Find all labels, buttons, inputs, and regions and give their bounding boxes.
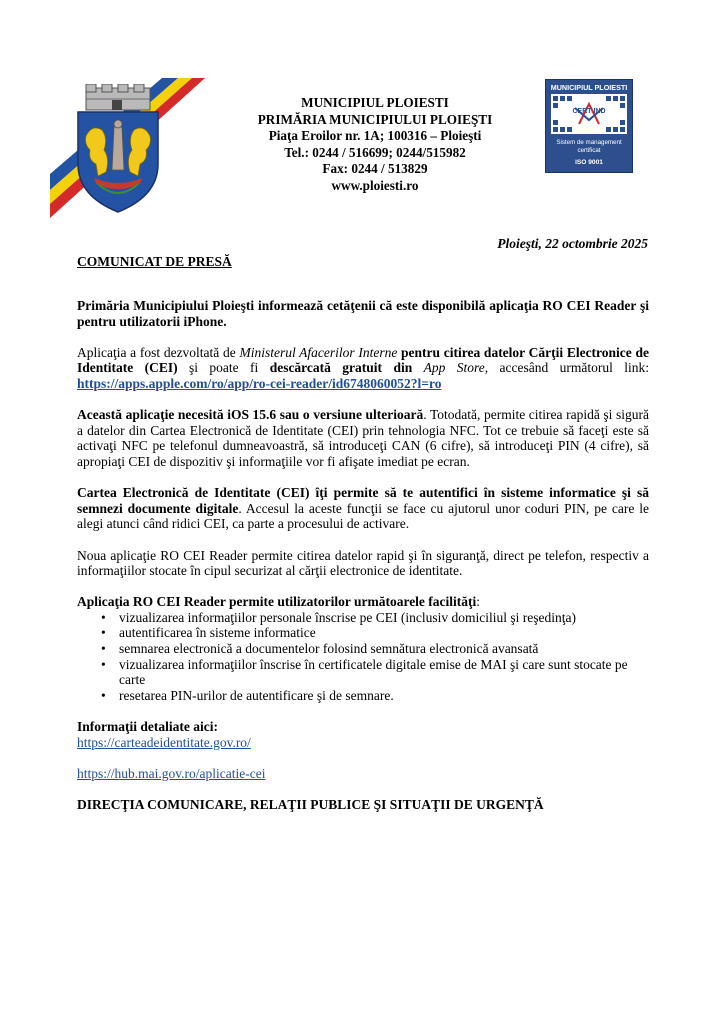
cert-municipality: MUNICIPIUL PLOIESTI bbox=[550, 83, 628, 92]
header-website: www.ploiesti.ro bbox=[331, 177, 419, 193]
institution-header bbox=[210, 95, 540, 194]
hub-mai-link[interactable]: https://hub.mai.gov.ro/aplicatie-cei bbox=[77, 765, 266, 781]
cert-line-3: ISO 9001 bbox=[575, 159, 603, 166]
features-heading-colon: : bbox=[476, 594, 481, 610]
features-list bbox=[77, 610, 649, 704]
paragraph-development bbox=[77, 345, 649, 392]
communications-department: DIRECŢIA COMUNICARE, RELAŢII PUBLICE ŞI SITUAŢII DE URGENŢĂ bbox=[77, 797, 544, 812]
list-item: • semnarea electronică a documentelor folosind semnătura electronică avansată bbox=[77, 641, 649, 657]
info-heading: Informaţii detaliate aici: bbox=[77, 719, 218, 735]
header-fax: Fax: 0244 / 513829 bbox=[322, 161, 428, 176]
features-heading-text: Aplicaţia RO CEI Reader permite utilizatorilor următoarele facilităţi bbox=[77, 594, 477, 610]
list-item: • vizualizarea informaţiilor personale înscrise pe CEI (inclusiv domiciliul şi reşedinţa) bbox=[77, 610, 649, 626]
para2-text-6: , accesând următorul link: bbox=[484, 360, 649, 376]
features-heading bbox=[77, 594, 649, 610]
ios-requirement: Această aplicaţie necesită iOS 15.6 sau o versiune ulterioară bbox=[77, 407, 424, 423]
list-item: • resetarea PIN-urilor de autentificare şi de semnare. bbox=[77, 688, 649, 704]
press-release-title: COMUNICAT DE PRESĂ bbox=[77, 254, 232, 269]
para2-text-2: pentru citirea datelor Cărţii Electronice de Identitate (CEI) bbox=[77, 344, 649, 376]
cert-line-2: certificat bbox=[577, 147, 601, 154]
paragraph-requirements bbox=[77, 407, 649, 469]
header-municipality: MUNICIPIUL PLOIESTI bbox=[301, 95, 449, 110]
list-item: • vizualizarea informaţiilor înscrise în certificatele digitale emise de MAI şi care sunt stocate pe carte bbox=[77, 657, 649, 688]
para3-rest: . Totodată, permite citirea rapidă şi sigură a datelor din Cartea Electronică de Identitate (CEI) prin tehnologia NFC. Tot ce trebuie să faceţi este să activaţi NFC pe telefonul dumneavoastră, să introduceţi CAN (6 cifre), să introduceţi PIN (4 cifre), să apropiaţi CEI de dispozitiv şi informaţiile vor fi afişate imediat pe ecran. bbox=[77, 407, 649, 469]
document-date: Ploieşti, 22 octombrie 2025 bbox=[497, 236, 648, 251]
app-store-link[interactable]: https://apps.apple.com/ro/app/ro-cei-reader/id6748060052?l=ro bbox=[77, 375, 442, 391]
id-card-info-link[interactable]: https://carteadeidentitate.gov.ro/ bbox=[77, 734, 251, 750]
cei-functions-bold: Cartea Electronică de Identitate (CEI) îţi permite să te autentifici în sisteme informatice şi să semnezi documente digitale bbox=[77, 485, 649, 516]
cert-mark-label: CERT IND bbox=[572, 108, 606, 115]
paragraph-new-app: Noua aplicaţie RO CEI Reader permite citirea datelor rapid şi în siguranţă, direct pe telefon, respectiv a informaţiilor stocate în cipul securizat al cărţii electronice de identitate. bbox=[77, 547, 649, 579]
para2-text-3: şi poate fi bbox=[177, 360, 270, 376]
header-phone: Tel.: 0244 / 516699; 0244/515982 bbox=[284, 144, 466, 160]
intro-paragraph: Primăria Municipiului Ploieşti informează cetăţenii că este disponibilă aplicaţia RO CEI Reader şi pentru utilizatorii iPhone. bbox=[77, 298, 649, 329]
iso-certification-badge bbox=[545, 79, 633, 173]
paragraph-cei-functions bbox=[77, 485, 649, 532]
ministry-name: Ministerul Afacerilor Interne bbox=[239, 344, 398, 360]
para2-text-4: descărcată gratuit din bbox=[269, 360, 413, 376]
list-item: • autentificarea în sisteme informatice bbox=[77, 625, 649, 641]
para2-text-1: Aplicaţia a fost dezvoltată de bbox=[77, 344, 240, 360]
header-address: Piaţa Eroilor nr. 1A; 100316 – Ploieşti bbox=[268, 128, 482, 143]
document-body bbox=[77, 298, 649, 813]
app-store-name: App Store bbox=[423, 360, 485, 376]
cert-logo-area bbox=[551, 94, 627, 134]
para4-rest: . Accesul la aceste funcţii se face cu ajutorul unor coduri PIN, pe care le alegi atunci când ridici CEI, ca parte a procesului de activare. bbox=[77, 500, 649, 532]
coat-of-arms-icon bbox=[68, 84, 168, 214]
cert-line-1: Sistem de management bbox=[556, 139, 622, 146]
para2-text-5 bbox=[412, 360, 423, 375]
header-city-hall: PRIMĂRIA MUNICIPIULUI PLOIEŞTI bbox=[257, 111, 493, 127]
